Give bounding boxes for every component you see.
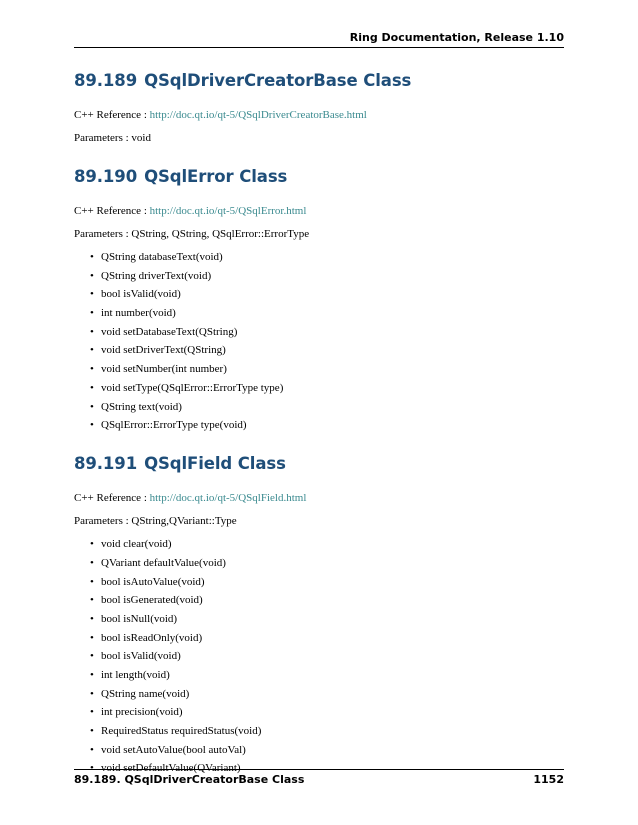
method-item bbox=[90, 344, 564, 357]
method-signature: RequiredStatus requiredStatus(void) bbox=[101, 725, 262, 738]
header-rule bbox=[74, 47, 564, 48]
bullet-icon: • bbox=[90, 612, 94, 625]
reference-link[interactable]: http://doc.qt.io/qt-5/QSqlField.html bbox=[149, 492, 307, 505]
method-signature: QVariant defaultValue(void) bbox=[101, 556, 226, 569]
method-item bbox=[90, 744, 564, 757]
section-heading bbox=[74, 70, 564, 92]
method-item bbox=[90, 326, 564, 339]
page-content bbox=[74, 70, 564, 796]
method-item bbox=[90, 632, 564, 645]
bullet-icon: • bbox=[90, 762, 94, 775]
cpp-reference bbox=[74, 492, 564, 505]
method-item bbox=[90, 650, 564, 663]
bullet-icon: • bbox=[90, 594, 94, 607]
bullet-icon: • bbox=[90, 381, 94, 394]
section-qsqldrivercreatorbase bbox=[74, 70, 564, 145]
bullet-icon: • bbox=[90, 650, 94, 663]
method-item bbox=[90, 251, 564, 264]
bullet-icon: • bbox=[90, 687, 94, 700]
section-title: QSqlField Class bbox=[144, 454, 286, 474]
cpp-reference bbox=[74, 205, 564, 218]
parameters-text: Parameters : QString,QVariant::Type bbox=[74, 515, 237, 528]
bullet-icon: • bbox=[90, 288, 94, 301]
method-signature: void setDefaultValue(QVariant) bbox=[101, 762, 241, 775]
method-item bbox=[90, 538, 564, 551]
bullet-icon: • bbox=[90, 538, 94, 551]
method-item bbox=[90, 288, 564, 301]
bullet-icon: • bbox=[90, 307, 94, 320]
section-qsqlerror bbox=[74, 166, 564, 432]
method-list bbox=[74, 538, 564, 775]
bullet-icon: • bbox=[90, 706, 94, 719]
method-item bbox=[90, 307, 564, 320]
method-signature: bool isValid(void) bbox=[101, 288, 181, 301]
bullet-icon: • bbox=[90, 631, 94, 644]
method-signature: void setNumber(int number) bbox=[101, 363, 227, 376]
method-signature: QString name(void) bbox=[101, 687, 190, 700]
method-item bbox=[90, 669, 564, 682]
cpp-reference bbox=[74, 109, 564, 122]
reference-link[interactable]: http://doc.qt.io/qt-5/QSqlDriverCreatorBase.html bbox=[149, 109, 367, 121]
reference-label: C++ Reference : bbox=[74, 492, 150, 505]
method-item bbox=[90, 576, 564, 589]
method-item bbox=[90, 382, 564, 395]
method-signature: bool isValid(void) bbox=[101, 650, 181, 663]
method-signature: void setType(QSqlError::ErrorType type) bbox=[101, 381, 284, 394]
method-signature: void clear(void) bbox=[101, 538, 172, 551]
footer-rule bbox=[74, 769, 564, 770]
method-item bbox=[90, 594, 564, 607]
method-signature: int precision(void) bbox=[101, 706, 183, 719]
section-number: 89.190 bbox=[74, 167, 138, 186]
section-title: QSqlDriverCreatorBase Class bbox=[144, 71, 412, 90]
method-signature: bool isNull(void) bbox=[101, 612, 178, 625]
method-item bbox=[90, 613, 564, 626]
method-signature: bool isReadOnly(void) bbox=[101, 631, 203, 644]
page-number: 1152 bbox=[533, 773, 564, 786]
bullet-icon: • bbox=[90, 743, 94, 756]
method-signature: void setAutoValue(bool autoVal) bbox=[101, 743, 246, 756]
section-qsqlfield bbox=[74, 453, 564, 775]
method-item bbox=[90, 419, 564, 432]
reference-label: C++ Reference : bbox=[74, 205, 150, 217]
method-item bbox=[90, 557, 564, 570]
method-signature: QSqlError::ErrorType type(void) bbox=[101, 419, 247, 432]
method-item bbox=[90, 706, 564, 719]
method-item bbox=[90, 688, 564, 701]
bullet-icon: • bbox=[90, 575, 94, 588]
method-signature: QString driverText(void) bbox=[101, 269, 212, 282]
method-item bbox=[90, 401, 564, 414]
bullet-icon: • bbox=[90, 400, 94, 413]
bullet-icon: • bbox=[90, 363, 94, 376]
method-item bbox=[90, 725, 564, 738]
section-number: 89.189 bbox=[74, 71, 138, 90]
running-header: Ring Documentation, Release 1.10 bbox=[349, 31, 564, 44]
method-item bbox=[90, 270, 564, 283]
method-signature: bool isGenerated(void) bbox=[101, 594, 203, 607]
section-heading bbox=[74, 166, 564, 188]
reference-label: C++ Reference : bbox=[74, 109, 150, 121]
method-signature: bool isAutoValue(void) bbox=[101, 575, 205, 588]
section-number: 89.191 bbox=[74, 454, 138, 474]
section-title: QSqlError Class bbox=[144, 167, 288, 186]
bullet-icon: • bbox=[90, 325, 94, 338]
method-signature: QString text(void) bbox=[101, 400, 182, 413]
method-signature: void setDriverText(QString) bbox=[101, 344, 226, 357]
section-heading bbox=[74, 453, 564, 475]
method-signature: int number(void) bbox=[101, 307, 176, 320]
reference-link[interactable]: http://doc.qt.io/qt-5/QSqlError.html bbox=[149, 205, 307, 217]
method-item bbox=[90, 363, 564, 376]
method-signature: int length(void) bbox=[101, 669, 170, 681]
bullet-icon: • bbox=[90, 556, 94, 569]
bullet-icon: • bbox=[90, 725, 94, 738]
bullet-icon: • bbox=[90, 251, 94, 263]
bullet-icon: • bbox=[90, 269, 94, 282]
bullet-icon: • bbox=[90, 344, 94, 357]
method-signature: QString databaseText(void) bbox=[101, 251, 223, 263]
parameters-text: Parameters : void bbox=[74, 132, 151, 144]
bullet-icon: • bbox=[90, 669, 94, 681]
method-signature: void setDatabaseText(QString) bbox=[101, 325, 238, 338]
footer-section-title: 89.189. QSqlDriverCreatorBase Class bbox=[74, 773, 305, 786]
bullet-icon: • bbox=[90, 419, 94, 432]
method-list bbox=[74, 251, 564, 432]
parameters-text: Parameters : QString, QString, QSqlError::ErrorType bbox=[74, 228, 310, 240]
